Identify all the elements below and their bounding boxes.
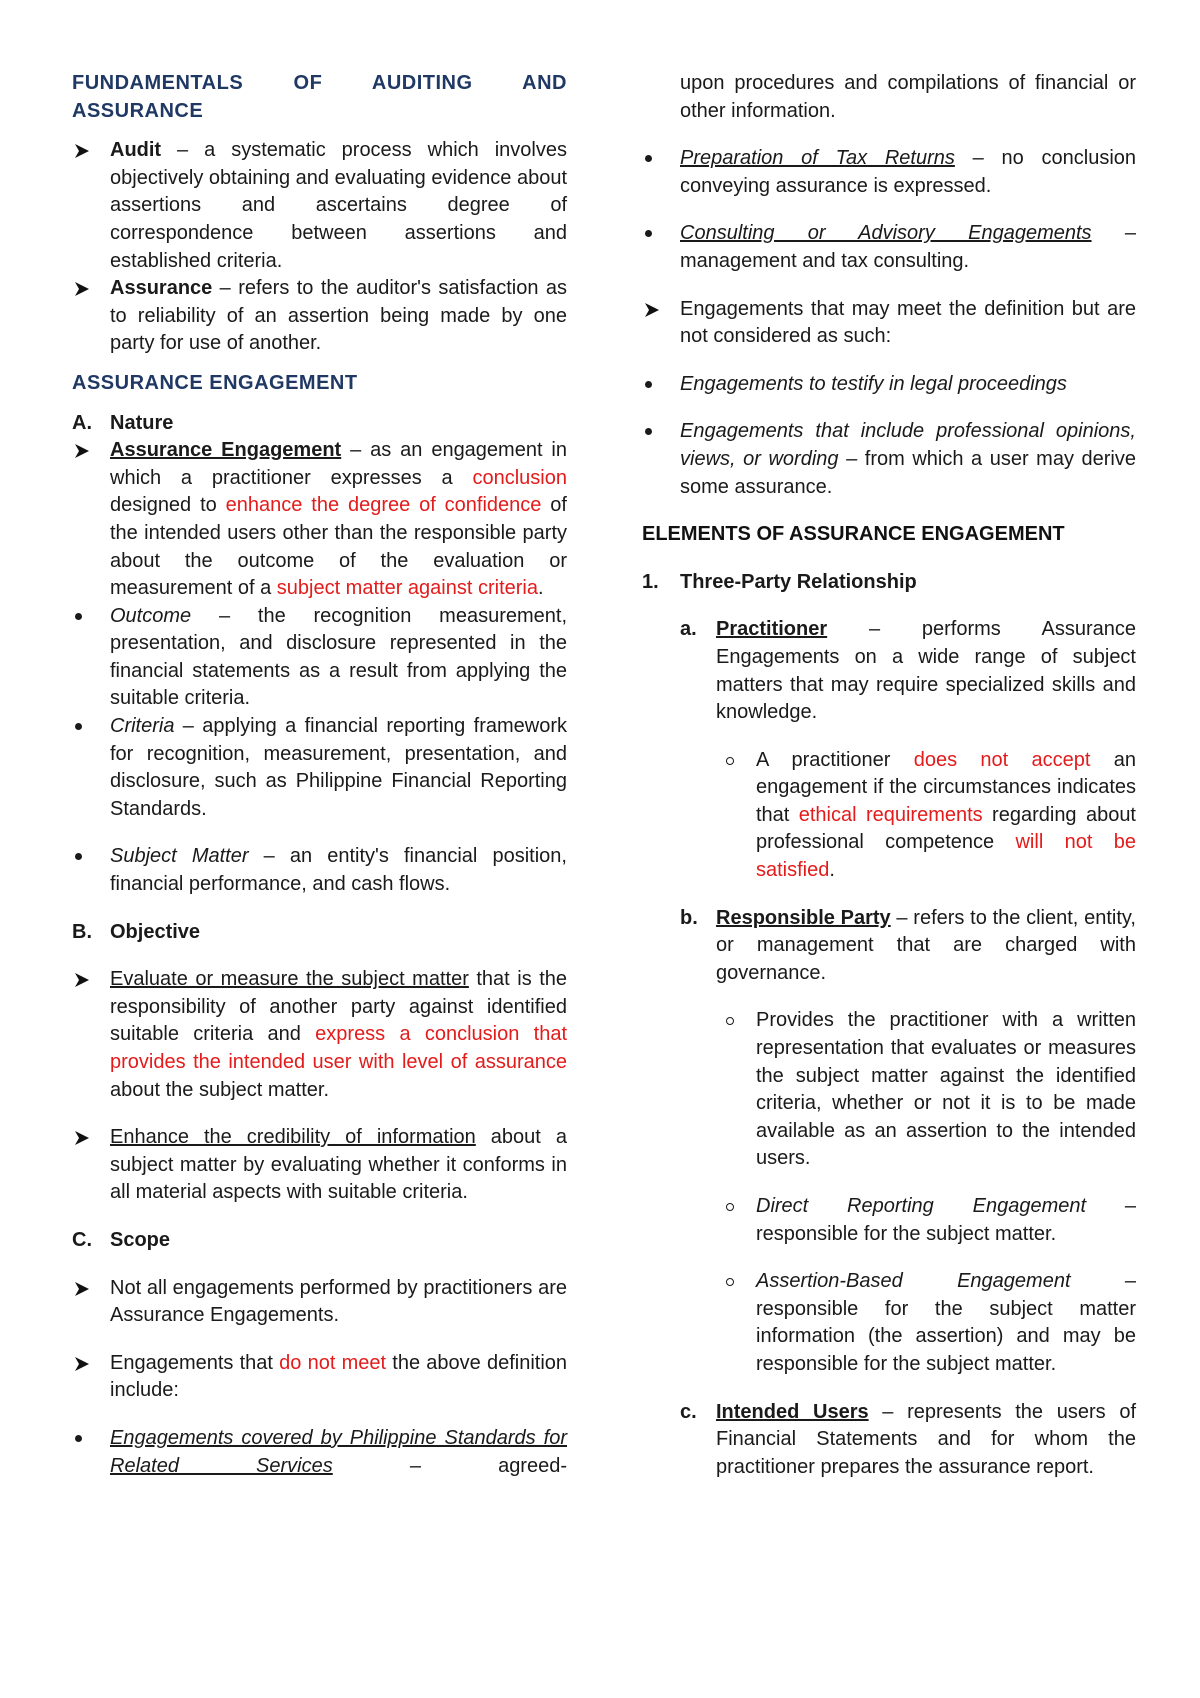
practitioner-term: Practitioner xyxy=(716,618,828,641)
section-b-title: Objective xyxy=(110,920,201,943)
legal-proceedings-item xyxy=(642,371,1136,399)
tax-returns-term: Preparation of Tax Returns xyxy=(680,147,955,170)
responsible-party-text: – refers to the client, entity, or management that are charged with governance. xyxy=(716,906,1136,984)
practitioner-sub-highlight-1: does not accept xyxy=(913,748,1091,771)
scope-item-2 xyxy=(72,1350,567,1405)
assertion-based-text: – responsible for the subject matter information (the assertion) and may be responsible for the subject matter. xyxy=(756,1270,1136,1375)
outcome-term: Outcome xyxy=(110,604,192,627)
objective-item-2 xyxy=(72,1124,567,1207)
ae-highlight-subject-matter: subject matter against criteria xyxy=(276,577,538,600)
responsible-party-label: b. xyxy=(680,906,698,929)
bullet-dot-icon xyxy=(72,603,110,631)
criteria-term: Criteria xyxy=(110,715,175,738)
section-b-heading xyxy=(72,919,567,947)
document-title: FUNDAMENTALS OF AUDITING AND ASSURANCE xyxy=(72,72,567,122)
bullet-dot-icon xyxy=(642,220,680,248)
practitioner-text: – performs Assurance Engagements on a wide range of subject matters that may require specialized skills and knowledge. xyxy=(716,618,1136,724)
consulting-term: Consulting or Advisory Engagements xyxy=(680,222,1092,245)
three-party-title: Three-Party Relationship xyxy=(680,570,917,593)
intended-users-label: c. xyxy=(680,1400,697,1423)
three-party-label: 1. xyxy=(642,570,659,593)
ae-text-2: designed to xyxy=(110,494,226,517)
consulting-text: – management and tax consulting. xyxy=(680,222,1136,272)
assertion-based-term: Assertion-Based Engagement xyxy=(756,1270,1071,1293)
section-b-label: B. xyxy=(72,920,92,943)
arrow-bullet-icon xyxy=(72,1124,110,1152)
outcome-item xyxy=(72,603,567,713)
assurance-definition xyxy=(72,275,567,358)
professional-opinions-item xyxy=(642,418,1136,501)
direct-reporting-text: – responsible for the subject matter. xyxy=(756,1195,1136,1245)
practitioner-sub-text-3: regarding about professional competence xyxy=(756,803,1136,854)
practitioner-sub-text-2: an engagement if the circumstances indicates that xyxy=(756,748,1136,826)
outcome-text: – the recognition measurement, presentation, and disclosure represented in the financial statements as a result from applying the suitable criteria. xyxy=(110,604,567,710)
responsible-party-sub-1 xyxy=(720,1007,1136,1173)
practitioner-sub-highlight-2: ethical requirements xyxy=(798,803,983,826)
responsible-party-term: Responsible Party xyxy=(716,906,891,929)
bullet-circle-icon xyxy=(720,1193,756,1221)
bullet-dot-icon xyxy=(642,371,680,399)
objective-1-highlight: express a conclusion that provides the intended user with level of assurance xyxy=(110,1023,568,1073)
bullet-circle-icon xyxy=(720,1268,756,1296)
practitioner-label: a. xyxy=(680,618,697,641)
psrs-item xyxy=(72,1425,567,1480)
objective-1-text-2: about the subject matter. xyxy=(110,1078,330,1101)
legal-proceedings-text: Engagements to testify in legal proceedings xyxy=(680,372,1067,395)
ae-highlight-conclusion: conclusion xyxy=(472,466,567,489)
subject-matter-item xyxy=(72,843,567,898)
objective-2-text: about a subject matter by evaluating whether it conforms in all material aspects with suitable criteria. xyxy=(110,1126,567,1204)
arrow-bullet-icon xyxy=(72,437,110,465)
three-party-heading xyxy=(642,569,1136,597)
psrs-text: – agreed- xyxy=(332,1454,567,1477)
ae-text-1: – as an engagement in which a practitioner expresses a xyxy=(110,439,567,489)
responsible-party-sub-3 xyxy=(720,1268,1136,1378)
direct-reporting-term: Direct Reporting Engagement xyxy=(756,1195,1087,1217)
may-meet-text: Engagements that may meet the definition but are not considered as such: xyxy=(680,297,1136,348)
may-meet-item xyxy=(642,296,1136,351)
consulting-item xyxy=(642,220,1136,275)
tax-returns-item xyxy=(642,145,1136,200)
arrow-bullet-icon xyxy=(72,137,110,165)
subject-matter-text: – an entity's financial position, financial performance, and cash flows. xyxy=(110,845,567,896)
objective-1-underlined: Evaluate or measure the subject matter xyxy=(110,968,469,991)
bullet-circle-icon xyxy=(720,1007,756,1035)
bullet-dot-icon xyxy=(642,145,680,173)
audit-text: – a systematic process which involves objectively obtaining and evaluating evidence about assertions and ascertains degree of correspondence between assertions and established criteria. xyxy=(110,139,568,272)
assurance-engagement-heading: ASSURANCE ENGAGEMENT xyxy=(72,371,358,394)
objective-1-text-1: that is the responsibility of another party against identified suitable criteria and xyxy=(110,968,568,1046)
arrow-bullet-icon xyxy=(72,1350,110,1378)
scope-2-highlight: do not meet xyxy=(279,1351,387,1374)
assurance-term: Assurance xyxy=(110,277,213,300)
practitioner-sub-item xyxy=(720,747,1136,885)
practitioner-sub-text-4: . xyxy=(829,859,835,882)
objective-item-1 xyxy=(72,966,567,1104)
practitioner-sub-highlight-3: will not be satisfied xyxy=(756,831,1136,882)
arrow-bullet-icon xyxy=(72,1275,110,1303)
arrow-bullet-icon xyxy=(72,275,110,303)
section-a-label: A. xyxy=(72,411,92,434)
responsible-party-sub-2 xyxy=(720,1193,1136,1248)
bullet-dot-icon xyxy=(72,843,110,871)
subject-matter-term: Subject Matter xyxy=(110,845,249,868)
responsible-party-item xyxy=(680,905,1136,988)
bullet-circle-icon xyxy=(720,747,756,775)
ae-text-4: . xyxy=(537,577,544,600)
elements-heading: ELEMENTS OF ASSURANCE ENGAGEMENT xyxy=(642,523,1065,546)
criteria-text: – applying a financial reporting framework for recognition, measurement, presentation, and disclosure, such as Philippine Financial Reporting Standards. xyxy=(110,715,567,820)
intended-users-item xyxy=(680,1399,1136,1482)
scope-item-1 xyxy=(72,1275,567,1330)
section-c-heading xyxy=(72,1227,567,1255)
ae-text-3: of the intended users other than the responsible party about the outcome of the evaluation or measurement of a xyxy=(110,494,567,600)
bullet-dot-icon xyxy=(72,1425,110,1453)
bullet-dot-icon xyxy=(642,418,680,446)
psrs-continuation: upon procedures and compilations of financial or other information. xyxy=(680,72,1136,122)
section-c-label: C. xyxy=(72,1228,92,1251)
left-column xyxy=(72,70,567,1480)
bullet-dot-icon xyxy=(72,713,110,741)
scope-2-text-1: Engagements that xyxy=(110,1351,280,1374)
responsible-party-sub-1-text: Provides the practitioner with a written representation that evaluates or measures the subject matter against the identified criteria, whether or not it is to be made available as an assertion to the intended users. xyxy=(756,1009,1136,1170)
intended-users-term: Intended Users xyxy=(716,1400,869,1423)
section-c-title: Scope xyxy=(110,1228,171,1251)
professional-opinions-text: – from which a user may derive some assurance. xyxy=(680,447,1136,498)
section-a-title: Nature xyxy=(110,411,174,434)
tax-returns-text: – no conclusion conveying assurance is expressed. xyxy=(680,147,1137,197)
professional-opinions-term: Engagements that include professional opinions, views, or wording xyxy=(680,420,1136,470)
assurance-text: – refers to the auditor's satisfaction as to reliability of an assertion being made by one party for use of another. xyxy=(110,277,567,355)
assurance-engagement-definition xyxy=(72,437,567,603)
objective-2-underlined: Enhance the credibility of information xyxy=(110,1126,476,1149)
ae-highlight-confidence: enhance the degree of confidence xyxy=(225,494,542,517)
criteria-item xyxy=(72,713,567,823)
right-column xyxy=(642,70,1136,1481)
section-a-heading xyxy=(72,410,567,438)
audit-term: Audit xyxy=(110,139,162,162)
psrs-term: Engagements covered by Philippine Standards for Related Services xyxy=(110,1426,567,1477)
arrow-bullet-icon xyxy=(642,296,680,324)
scope-2-text-2: the above definition include: xyxy=(110,1351,568,1402)
ae-term: Assurance Engagement xyxy=(110,439,342,462)
intended-users-text: – represents the users of Financial Statements and for whom the practitioner prepares the assurance report. xyxy=(716,1400,1136,1478)
scope-1-text: Not all engagements performed by practitioners are Assurance Engagements. xyxy=(110,1276,567,1327)
practitioner-item xyxy=(680,616,1136,726)
arrow-bullet-icon xyxy=(72,966,110,994)
practitioner-sub-text-1: A practitioner xyxy=(756,748,914,771)
audit-definition xyxy=(72,137,567,275)
